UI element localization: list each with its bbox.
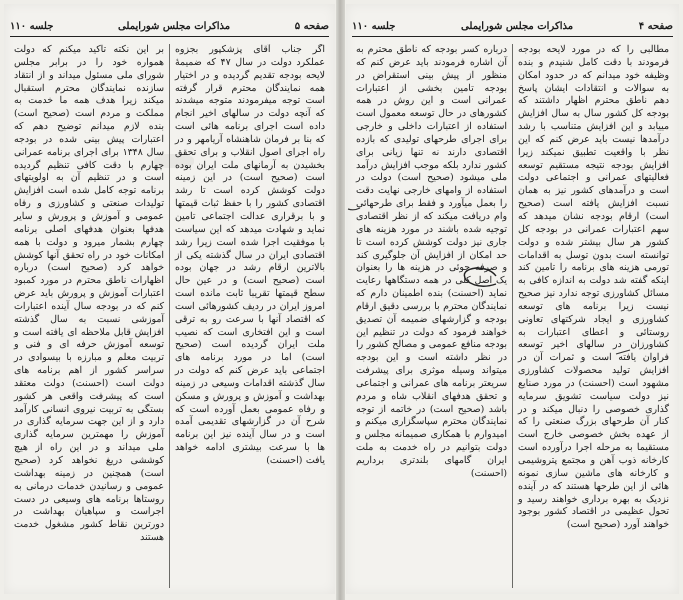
- left-page-number: صفحه ۵: [294, 20, 329, 32]
- left-page-title: مذاکرات مجلس شورایملی: [118, 20, 231, 32]
- right-page-columns: [352, 44, 673, 588]
- left-page-header: [10, 18, 329, 37]
- scan-smudge: [154, 154, 194, 168]
- right-page-number: صفحه ۴: [638, 20, 673, 32]
- left-page-column-left: [10, 44, 168, 588]
- right-page-session: جلسه ۱۱۰: [352, 20, 396, 32]
- column-text: بر این نکته تاکید میکنم که دولت همواره خود را در برابر مجلس شورای ملی مسئول میداند و از انتقاد سازنده نمایندگان محترم استقبال میکند زیرا هدف همه ما خدمت به مملکت و مردم است (صحیح است) بنده لازم میدانم توضیح دهم که اعتبارات پیش بینی شده در بودجه سال ۱۳۴۸ برای اجرای برنامه عمرانی چهارم با دقت کافی تنظیم گردیده است و در تنظیم آن به اولویتهای برنامه توجه کامل شده است افزایش تولیدات صنعتی و کشاورزی و رفاه عمومی و آموزش و پرورش و سایر هدفها بعنوان هدفهای اصلی برنامه چهارم بشمار میرود و دولت با همه امکانات خود در راه تحقق آنها کوشش خواهد کرد (صحیح است) درباره اظهارات ناطق محترم در مورد کمبود اعتبارات آموزش و پرورش باید عرض کنم که در بودجه سال آینده اعتبارات آموزشی نسبت به سال گذشته افزایش قابل ملاحظه ای یافته است و توسعه آموزش حرفه ای و فنی و تربیت معلم و مبارزه با بیسوادی در سراسر کشور از اهم برنامه های دولت است (احسنت) دولت معتقد است که پیشرفت واقعی هر کشور بستگی به تربیت نیروی انسانی کارآمد دارد و از این جهت سرمایه گذاری در آموزش را مهمترین سرمایه گذاری ملی میداند و در این راه از هیچ کوششی دریغ نخواهد کرد (صحیح است) همچنین در زمینه بهداشت عمومی و رسانیدن خدمات درمانی به روستاها برنامه های وسیعی در دست اجراست و سپاهیان بهداشت در دورترین نقاط کشور مشغول خدمت هستند: [14, 44, 165, 544]
- column-text: درباره کسر بودجه که ناطق محترم به آن اشاره فرمودند باید عرض کنم که منظور از پیش بینی استقراض در بودجه تامین بخشی از اعتبارات عمرانی است و این روش در همه کشورهای در حال توسعه معمول است استفاده از اعتبارات داخلی و خارجی برای اجرای طرحهای تولیدی که بازده اقتصادی دارند نه تنها زیانی برای کشور ندارد بلکه موجب افزایش درآمد ملی میشود (صحیح است) دولت در استفاده از وامهای خارجی نهایت دقت را بعمل میآورد و فقط برای طرحهائی وام دریافت میکند که از نظر اقتصادی توجیه شده باشند در مورد هزینه های جاری نیز دولت کوشش کرده است تا حد امکان از افزایش آن جلوگیری کند و صرفه جوئی در هزینه ها را بعنوان یک اصل کلی در همه دستگاهها رعایت نماید (احسنت) بنده اطمینان دارم که نمایندگان محترم با بررسی دقیق ارقام بودجه و گزارشهای ضمیمه آن تصدیق خواهند فرمود که دولت در تنظیم این بودجه منافع عمومی و مصالح کشور را در نظر داشته است و این بودجه میتواند وسیله موثری برای پیشرفت سریعتر برنامه های عمرانی و اجتماعی و تحقق هدفهای انقلاب شاه و مردم باشد (صحیح است) در خاتمه از توجه نمایندگان محترم سپاسگزاری میکنم و امیدوارم با همکاری صمیمانه مجلس و دولت بتوانیم در راه خدمت به ملت ایران گامهای بلندتری برداریم (احسنت): [356, 44, 507, 479]
- left-page-column-right: [171, 44, 329, 588]
- right-page-column-right: [514, 44, 673, 588]
- right-page-column-left: [352, 44, 511, 588]
- column-text: مطالبی را که در مورد لایحه بودجه فرمودند با دقت کامل شنیدم و بنده وظیفه خود میدانم که در حدود امکان به سوالات و انتقادات ایشان پاسخ دهم ناطق محترم اظهار داشتند که بودجه کل کشور سال به سال افزایش مییابد و این افزایش متناسب با رشد درآمدها نیست باید عرض کنم که این نظر با واقعیت تطبیق نمیکند زیرا افزایش بودجه نتیجه مستقیم توسعه فعالیتهای عمرانی و اجتماعی دولت است و درآمدهای کشور نیز به همان نسبت افزایش یافته است (صحیح است) ارقام بودجه نشان میدهد که سهم اعتبارات عمرانی در بودجه کل کشور هر سال بیشتر شده و دولت توانسته است بدون توسل به اقدامات تورمی هزینه های برنامه را تامین کند اینکه گفته شد دولت به اندازه کافی به مسائل کشاورزی توجه ندارد نیز صحیح نیست زیرا برنامه های توسعه کشاورزی و ایجاد شرکتهای تعاونی روستائی و اعطای اعتبارات به کشاورزان در سالهای اخیر توسعه فراوان یافته است و ثمرات آن در افزایش تولید محصولات کشاورزی مشهود است (احسنت) در مورد صنایع نیز دولت سیاست تشویق سرمایه گذاری خصوصی را دنبال میکند و در کنار آن طرحهای بزرگ صنعتی را که از عهده بخش خصوصی خارج است مستقیما به مرحله اجرا درآورده است کارخانه ذوب آهن و مجتمع پتروشیمی و کارخانه های ماشین سازی نمونه هائی از این طرحها هستند که در آینده نزدیک به بهره برداری خواهند رسید و تحول عظیمی در اقتصاد کشور بوجود خواهند آورد (صحیح است): [518, 44, 669, 531]
- left-page-session: جلسه ۱۱۰: [10, 20, 54, 32]
- right-page-title: مذاکرات مجلس شورایملی: [461, 20, 574, 32]
- left-page-columns: [10, 44, 329, 588]
- left-page: [4, 4, 335, 594]
- binding-gutter: [336, 0, 345, 600]
- column-rule: [512, 44, 513, 588]
- column-text: اگر جناب آقای پزشکپور بجزوه عملکرد دولت در سال ۴۷ که ضمیمهٔ لایحه بودجه تقدیم گردیده و در اختیار همه نمایندگان محترم قرار گرفته است توجه میفرمودند متوجه میشدند که آنچه دولت در سالهای اخیر انجام داده است اجرای برنامه هائی است که بنا بر فرمان شاهنشاه آریامهر و در راه اجرای اصول انقلاب و برای تحقق بخشیدن به آرمانهای ملت ایران بوده است (صحیح است) در این زمینه دولت کوشش کرده است تا رشد اقتصادی کشور را با حفظ ثبات قیمتها و با برقراری عدالت اجتماعی تامین نماید و شهادت میدهد که این سیاست با موفقیت اجرا شده است زیرا رشد اقتصادی ایران در سال گذشته یکی از بالاترین ارقام رشد در جهان بوده است (صحیح است) و در عین حال سطح قیمتها تقریبا ثابت مانده است امروز ایران در ردیف کشورهائی است که اقتصاد آنها با سرعت رو به ترقی است و این افتخاری است که نصیب ملت ایران گردیده است (صحیح است) اما در مورد برنامه های اجتماعی باید عرض کنم که دولت در سال گذشته اقدامات وسیعی در زمینه بهداشت و آموزش و پرورش و مسکن و رفاه عمومی بعمل آورده است که شرح آن در گزارشهای تقدیمی آمده است و در سال آینده نیز این برنامه ها با سرعت بیشتری ادامه خواهد یافت (احسنت): [175, 44, 325, 466]
- right-page: [346, 4, 679, 594]
- column-rule: [169, 44, 170, 588]
- right-page-header: [352, 18, 673, 37]
